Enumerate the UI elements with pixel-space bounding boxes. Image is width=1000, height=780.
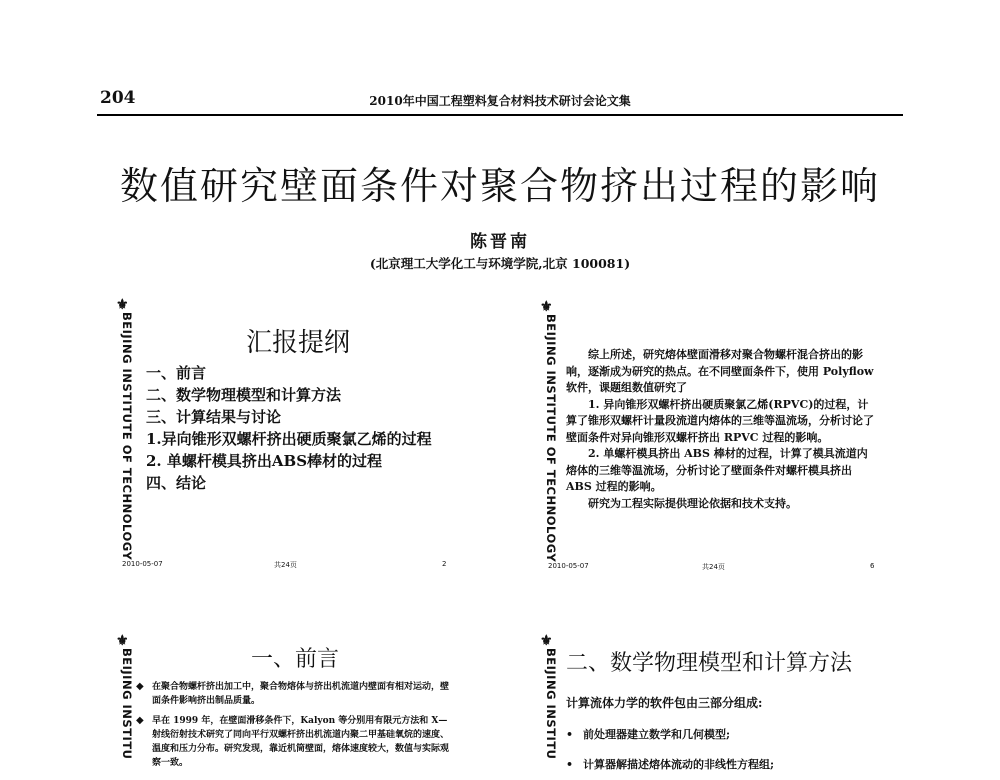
- outline-item: 一、前言: [146, 364, 207, 382]
- bit-logo-icon: ⚜: [540, 633, 553, 649]
- body-paragraph: 1. 异向锥形双螺杆挤出硬质聚氯乙烯(RPVC)的过程，计算了锥形双螺杆计量段流道内熔体的三维等温流场，分析讨论了壁面条件对异向锥形双螺杆挤出 RPVC 过程的影响。: [566, 397, 874, 444]
- body-paragraph: 2. 单螺杆模具挤出 ABS 棒材的过程，计算了模具流道内熔体的三维等温流场，分析讨论了壁面条件对螺杆模具挤出 ABS 过程的影响。: [566, 447, 868, 493]
- bit-logo-icon: ⚜: [540, 299, 553, 315]
- author-name: 陈晋南: [470, 232, 530, 252]
- page-number: 204: [100, 88, 136, 108]
- institute-side-label: BEIJING INSTITUTE OF TECHNOLOGY: [544, 314, 558, 563]
- slide-methods: [540, 633, 885, 771]
- running-head: 2010年中国工程塑料复合材料技术研讨会论文集: [369, 94, 631, 108]
- paper-title: 数值研究壁面条件对聚合物挤出过程的影响: [119, 164, 880, 208]
- body-paragraph: 研究为工程实际提供理论依据和技术支持。: [588, 496, 797, 510]
- outline-item: 四、结论: [146, 474, 207, 492]
- bit-logo-icon: ⚜: [116, 633, 129, 649]
- slide-body: [566, 347, 876, 512]
- methods-bullets: [566, 720, 774, 780]
- slide-title: 二、数学物理模型和计算方法: [566, 651, 853, 676]
- slide-total-pages: 共24页: [274, 561, 297, 569]
- outline-list: [146, 362, 432, 494]
- outline-item: 1.异向锥形双螺杆挤出硬质聚氯乙烯的过程: [146, 430, 432, 448]
- intro-bullets: [136, 680, 456, 770]
- author-affiliation: (北京理工大学化工与环境学院,北京 100081): [369, 256, 631, 271]
- slide-outline: [116, 298, 456, 574]
- list-item: ◆ 在聚合物螺杆挤出加工中，聚合物熔体与挤出机流道内壁面有相对运动，壁面条件影响挤出制品质量。: [136, 681, 450, 706]
- outline-item: 二、数学物理模型和计算方法: [146, 386, 342, 404]
- slide-page-number: 2: [442, 560, 447, 568]
- list-item: ◆ 早在 1999 年，在壁面滑移条件下，Kalyon 等分别用有限元方法和 X—射线衍射技术研究了同向平行双螺杆挤出机流道内聚二甲基硅氧烷的速度、温度和压力分布。研究发现，靠近机筒壁面，熔体速度较大，数值与实际观察一致。: [136, 715, 450, 768]
- body-paragraph: 综上所述，研究熔体壁面滑移对聚合物螺杆混合挤出的影响，逐渐成为研究的热点。在不同壁面条件下，使用 Polyflow 软件，课题组数值研究了: [566, 348, 874, 394]
- diamond-bullet-icon: ◆: [136, 715, 144, 726]
- institute-side-label: BEIJING INSTITUTE OF TECHNOLOGY: [120, 312, 134, 561]
- bit-logo-icon: ⚜: [116, 297, 129, 313]
- slide-title: 一、前言: [251, 647, 340, 672]
- slide-title: 汇报提纲: [246, 328, 351, 358]
- institute-side-label: BEIJING INSTITU: [120, 648, 134, 760]
- list-item: • 前处理器建立数学和几何模型;: [566, 728, 731, 741]
- header-rule: [97, 114, 903, 116]
- slide-total-pages: 共24页: [702, 563, 725, 571]
- dot-bullet-icon: •: [566, 758, 574, 771]
- slide-page-number: 6: [870, 562, 875, 570]
- dot-bullet-icon: •: [566, 728, 574, 741]
- outline-item: 三、计算结果与讨论: [146, 408, 282, 426]
- slide-date: 2010-05-07: [548, 562, 589, 570]
- list-item: • 计算器解描述熔体流动的非线性方程组;: [566, 758, 775, 771]
- slide-date: 2010-05-07: [122, 560, 163, 568]
- diamond-bullet-icon: ◆: [136, 681, 144, 692]
- outline-item: 2. 单螺杆模具挤出ABS棒材的过程: [146, 452, 383, 470]
- slide-intro: 计算流体力学的软件包由三部分组成:: [566, 696, 763, 710]
- institute-side-label: BEIJING INSTITU: [544, 648, 558, 760]
- slide-summary: [540, 300, 885, 576]
- slide-introduction: [116, 633, 456, 768]
